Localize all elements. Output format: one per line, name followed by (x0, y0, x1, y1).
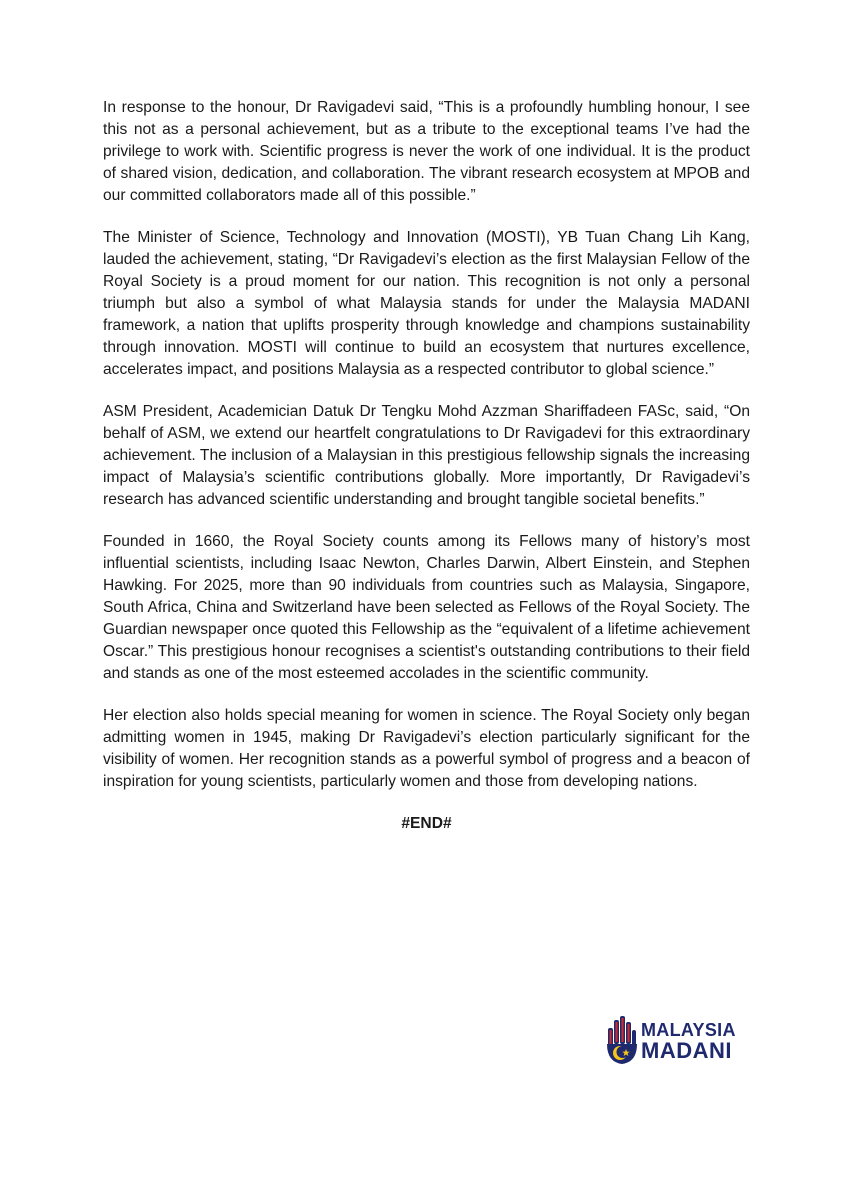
logo-text-malaysia: MALAYSIA (641, 1020, 736, 1040)
document-body (103, 97, 750, 835)
paragraph-mosti-minister: The Minister of Science, Technology and Innovation (MOSTI), YB Tuan Chang Lih Kang, lauded the achievement, stating, “Dr Ravigadevi’s election as the first Malaysian Fellow of the Royal Society is a proud moment for our nation. This recognition is not only a personal triumph but also a symbol of what Malaysia stands for under the Malaysia MADANI framework, a nation that uplifts prosperity through knowledge and champions sustainability through innovation. MOSTI will continue to build an ecosystem that nurtures excellence, accelerates impact, and positions Malaysia as a respected contributor to global science.” (103, 229, 750, 378)
paragraph-ravigadevi-quote: In response to the honour, Dr Ravigadevi said, “This is a profoundly humbling honour, I see this not as a personal achievement, but as a tribute to the exceptional teams I’ve had the privilege to work with. Scientific progress is never the work of one individual. It is the product of shared vision, dedication, and collaboration. The vibrant research ecosystem at MPOB and our committed collaborators made all of this possible.” (103, 99, 750, 204)
malaysia-madani-logo (604, 1014, 764, 1066)
end-mark: #END# (401, 815, 452, 832)
paragraph-asm-president: ASM President, Academician Datuk Dr Tengku Mohd Azzman Shariffadeen FASc, said, “On behalf of ASM, we extend our heartfelt congratulations to Dr Ravigadevi for this extraordinary achievement. The inclusion of a Malaysian in this prestigious fellowship signals the increasing impact of Malaysia’s scientific contributions globally. More importantly, Dr Ravigadevi’s research has advanced scientific understanding and brought tangible societal benefits.” (103, 403, 750, 508)
paragraph-women-in-science: Her election also holds special meaning for women in science. The Royal Society only began admitting women in 1945, making Dr Ravigadevi’s election particularly significant for the visibility of women. Her recognition stands as a powerful symbol of progress and a beacon of inspiration for young scientists, particularly women and those from developing nations. (103, 707, 750, 790)
paragraph-royal-society: Founded in 1660, the Royal Society counts among its Fellows many of history’s most influential scientists, including Isaac Newton, Charles Darwin, Albert Einstein, and Stephen Hawking. For 2025, more than 90 individuals from countries such as Malaysia, Singapore, South Africa, China and Switzerland have been selected as Fellows of the Royal Society. The Guardian newspaper once quoted this Fellowship as the “equivalent of a lifetime achievement Oscar.” This prestigious honour recognises a scientist's outstanding contributions to their field and stands as one of the most esteemed accolades in the scientific community. (103, 533, 750, 682)
logo-text-madani: MADANI (641, 1038, 732, 1063)
madani-emblem-icon (604, 1014, 640, 1066)
